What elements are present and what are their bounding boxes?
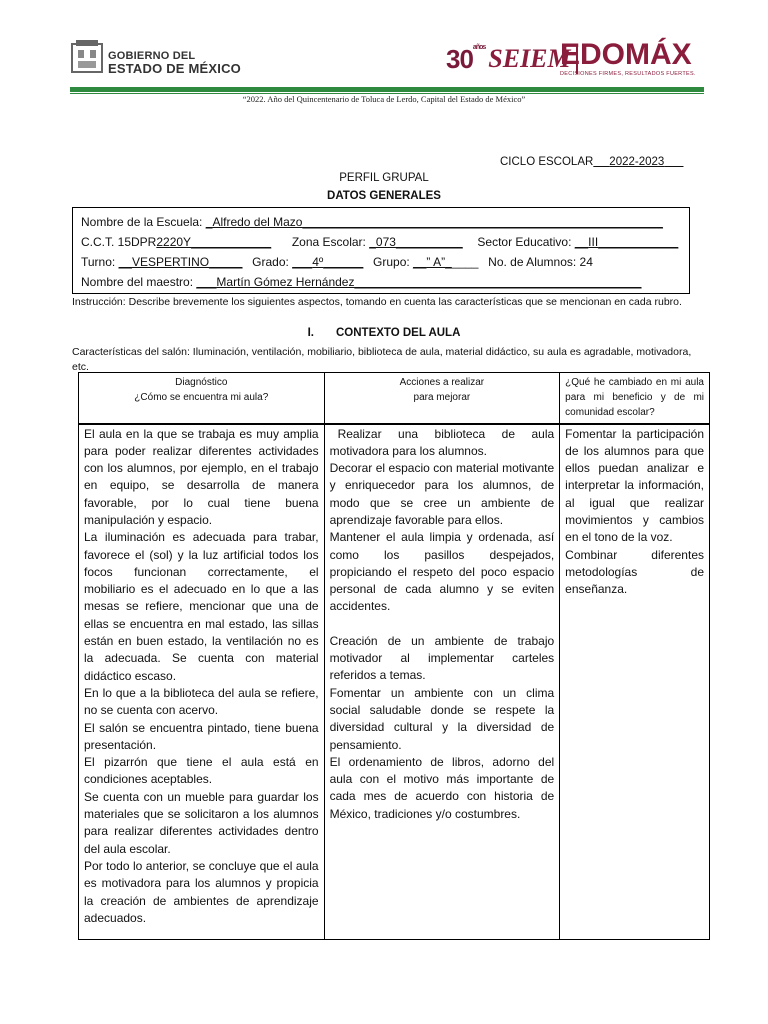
perfil-title: PERFIL GRUPAL (339, 172, 429, 184)
state-shield-icon (70, 38, 104, 74)
school-name-value: Alfredo del Mazo (212, 215, 303, 229)
school-cycle (500, 156, 683, 168)
teacher-row: Nombre del maestro: ___Martín Gómez Hernández___________________________________________ (81, 275, 642, 289)
gov-line-2: ESTADO DE MÉXICO (108, 61, 241, 76)
diagnostic-paragraph: Por todo lo anterior, se concluye que el aula es motivadora para los alumnos y propicia la creación de ambientes de aprendizaje adecuados. (84, 858, 319, 925)
teacher-label: Nombre del maestro: (81, 275, 194, 289)
school-cycle-value: 2022-2023 (609, 156, 665, 168)
teacher-value: Martín Gómez Hernández (216, 275, 355, 289)
changes-cell (560, 424, 710, 940)
seiem-anniversary: $30^{años}$ (446, 43, 486, 74)
instruction-text: Instrucción: Describe brevemente los siguientes aspectos, tomando en cuenta las características que se mencionan en cada rubro. (72, 296, 682, 308)
document-header (0, 0, 768, 90)
col-header-actions: Acciones a realizar para mejorar (324, 373, 560, 424)
shift-label: Turno: (81, 255, 116, 269)
section-heading (0, 327, 768, 339)
diagnostic-paragraph: El salón se encuentra pintado, tiene buena presentación. (84, 720, 319, 752)
gov-line-1: GOBIERNO DEL (108, 50, 196, 62)
school-name-label: Nombre de la Escuela: (81, 215, 203, 229)
shift-value: VESPERTINO (131, 255, 210, 269)
action-paragraph: Fomentar un ambiente con un clima social saludable donde se respete la diversidad cultural y la diversidad de pensamiento. (329, 685, 555, 752)
grade-value: 4º (312, 255, 324, 269)
seiem-wordmark: SEIEM (488, 44, 571, 73)
cct-label: C.C.T. 15DPR (81, 235, 157, 249)
col-header-changes: ¿Qué he cambiado en mi aula para mi beneficio y de mi comunidad escolar? (560, 373, 710, 424)
change-paragraph: Fomentar la participación de los alumnos para que ellos puedan analizar e interpretar la información, al igual que realizar movimientos y cambios en el tono de la voz. (565, 426, 704, 545)
diagnostic-paragraph: Se cuenta con un mueble para guardar los materiales que se solicitaron a los alumnos para realizar diferentes actividades dentro del aula escolar. (84, 789, 319, 856)
table-row (79, 424, 710, 940)
official-motto: “2022. Año del Quincentenario de Toluca de Lerdo, Capital del Estado de México” (242, 94, 526, 104)
diagnostic-cell (79, 424, 325, 940)
table-header-row (79, 373, 710, 424)
zone-label: Zona Escolar: (291, 235, 366, 249)
grade-label: Grado: (252, 255, 289, 269)
action-paragraph: Creación de un ambiente de trabajo motivador al implementar carteles referidos a temas. (329, 633, 555, 683)
group-label: Grupo: (373, 255, 410, 269)
header-green-rule (70, 87, 704, 92)
students-count: No. de Alumnos: 24 (488, 255, 593, 269)
sector-label: Sector Educativo: (477, 235, 572, 249)
diagnostic-paragraph: La iluminación es adecuada para trabar, favorece el (sol) y la luz artificial todos los focos funcionan correctamente, el mobiliario es el adecuado en lo que a las mesas se refiere, mencionar que una de ellas se encuentra en mal estado, las sillas están en buen estado, la ventilación no es la adecuada. Se cuenta con material didáctico escaso. (84, 530, 319, 683)
action-paragraph: Realizar una biblioteca de aula motivadora para los alumnos. (329, 426, 555, 458)
zone-value: 073 (375, 235, 396, 249)
school-name-row: Nombre de la Escuela: _Alfredo del Mazo______________________________________________________ (81, 215, 663, 229)
section-title: CONTEXTO DEL AULA (336, 327, 461, 339)
section-number: I. (307, 327, 314, 339)
col-header-diagnostic: Diagnóstico ¿Cómo se encuentra mi aula? (79, 373, 325, 424)
diagnostic-paragraph: El aula en la que se trabaja es muy amplia para poder realizar diferentes actividades con los alumnos, por ejemplo, en el trabajo en equipo, se desarrolla de manera favorable, por lo cual tiene buena manipulación y espacio. (84, 426, 319, 527)
sector-value: III (588, 235, 599, 249)
action-paragraph: Mantener el aula limpia y ordenada, así como los pasillos despejados, propiciando el respeto del poco espacio personal de cada alumno y se eviten accidentes. (329, 530, 555, 614)
school-cycle-label: CICLO ESCOLAR (500, 156, 594, 168)
diagnostic-paragraph: El pizarrón que tiene el aula está en condiciones aceptables. (84, 755, 319, 787)
classroom-characteristics: Características del salón: Iluminación, ventilación, mobiliario, biblioteca de aula, material didáctico, su aula es agradable, motivadora, etc. (72, 346, 692, 373)
actions-cell (324, 424, 560, 940)
cct-value: 2220Y (156, 235, 192, 249)
turno-row: Turno: __VESPERTINO_____ Grado: ___4º______ Grupo: __” A”_____ No. de Alumnos: 24 (81, 255, 593, 269)
edomex-tagline: DECISIONES FIRMES, RESULTADOS FUERTES. (560, 71, 696, 77)
change-paragraph: Combinar diferentes metodologías de enseñanza. (565, 547, 704, 597)
cct-row: C.C.T. 15DPR2220Y____________ Zona Escolar: _073__________ Sector Educativo: __III____________ (81, 235, 679, 249)
group-value: ” A” (426, 255, 446, 269)
edomex-logo (560, 40, 696, 77)
government-name (108, 50, 241, 76)
action-paragraph: Decorar el espacio con material motivante y enriquecedor para los alumnos, de modo que se cree un ambiente de aprendizaje favorable para ellos. (329, 461, 555, 527)
diagnostic-paragraph: En lo que a la biblioteca del aula se refiere, no se cuenta con acervo. (84, 685, 319, 718)
classroom-context-table (78, 372, 710, 940)
action-paragraph: El ordenamiento de libros, adorno del aula con el motivo más importante de cada mes de acuerdo con historia de México, tradiciones y/o costumbres. (329, 754, 555, 821)
edomex-wordmark: EDOMÁX (560, 38, 692, 71)
general-data-box (72, 207, 690, 294)
datos-title: DATOS GENERALES (327, 190, 441, 202)
